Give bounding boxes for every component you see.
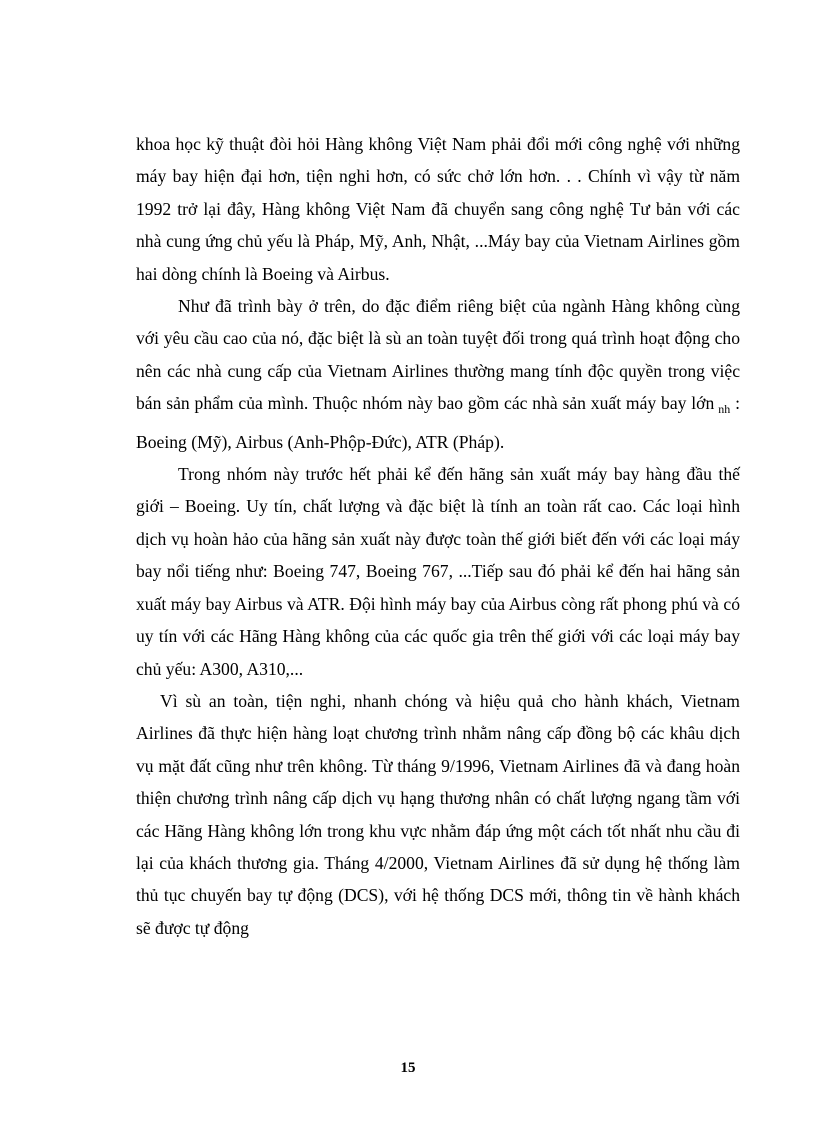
paragraph-aircraft-technology: khoa học kỹ thuật đòi hỏi Hàng không Việt Nam phải đổi mới công nghệ với những máy bay hiện đại hơn, tiện nghi hơn, có sức chở lớn hơn. . . Chính vì vậy từ năm 1992 trở lại đây, Hàng không Việt Nam đã chuyển sang công nghệ Tư bản với các nhà cung ứng chủ yếu là Pháp, Mỹ, Anh, Nhật, ...Máy bay của Vietnam Airlines gồm hai dòng chính là Boeing và Airbus. [136,134,740,284]
paragraph-monopoly-suppliers-text: Như đã trình bày ở trên, do đặc điểm riêng biệt của ngành Hàng không cùng với yêu cầu cao của nó, đặc biệt là sù an toàn tuyệt đối trong quá trình hoạt động cho nên các nhà cung cấp của Vietnam Airlines thường mang tính độc quyền trong việc bán sản phẩm của mình. Thuộc nhóm này bao gồm các nhà sản xuất máy bay lớn [136,296,740,414]
paragraph-boeing-airbus: Trong nhóm này trước hết phải kể đến hãng sản xuất máy bay hàng đầu thế giới – Boeing. Uy tín, chất lượng và đặc biệt là tính an toàn rất cao. Các loại hình dịch vụ hoàn hảo của hãng sản xuất này được toàn thế giới biết đến với các loại máy bay nổi tiếng như: Boeing 747, Boeing 767, ...Tiếp sau đó phải kể đến hai hãng sản xuất máy bay Airbus và ATR. Đội hình máy bay của Airbus còng rất phong phú và có uy tín với các Hãng Hàng không của các quốc gia trên thế giới với các loại máy bay chủ yếu: A300, A310,... [136,464,740,679]
paragraph-monopoly-suppliers-manufacturers: : Boeing (Mỹ), Airbus (Anh-Phộp-Đức), ATR (Pháp). [136,393,741,452]
paragraph-monopoly-suppliers [136,290,740,458]
body-text [136,128,740,944]
subscript-artifact: nh [718,402,731,417]
page-number: 15 [400,1060,416,1076]
paragraph-service-upgrade: Vì sù an toàn, tiện nghi, nhanh chóng và hiệu quả cho hành khách, Vietnam Airlines đã thực hiện hàng loạt chương trình nhằm nâng cấp đồng bộ các khâu dịch vụ mặt đất cũng như trên không. Từ tháng 9/1996, Vietnam Airlines đã và đang hoàn thiện chương trình nâng cấp dịch vụ hạng thương nhân có chất lượng ngang tầm với các Hãng Hàng không lớn trong khu vực nhằm đáp ứng một cách tốt nhất nhu cầu đi lại của khách thương gia. Tháng 4/2000, Vietnam Airlines đã sử dụng hệ thống làm thủ tục chuyến bay tự động (DCS), với hệ thống DCS mới, thông tin về hành khách sẽ được tự động [136,690,740,938]
